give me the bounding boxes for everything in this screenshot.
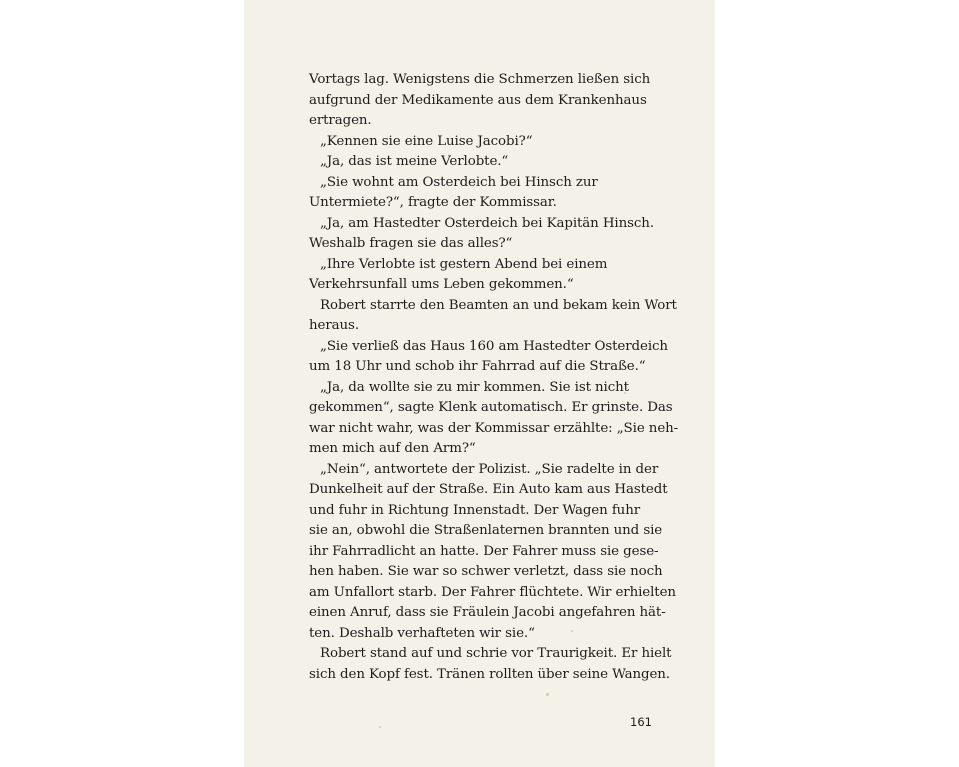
- text-line: sich den Kopf fest. Tränen rollten über seine Wangen.: [309, 666, 670, 682]
- text-line: heraus.: [309, 318, 359, 333]
- book-page: [244, 0, 715, 767]
- text-line: sie an, obwohl die Straßenlaternen brannten und sie: [309, 523, 663, 538]
- text-line: Vortags lag. Wenigstens die Schmerzen ließen sich: [309, 72, 651, 87]
- text-line: „Ja, das ist meine Verlobte.“: [320, 154, 509, 169]
- text-line: ihr Fahrradlicht an hatte. Der Fahrer muss sie gese-: [309, 543, 659, 559]
- text-line: und fuhr in Richtung Innenstadt. Der Wagen fuhr: [309, 502, 641, 518]
- page-number: 161: [630, 715, 652, 729]
- text-line: Weshalb fragen sie das alles?“: [309, 236, 513, 251]
- text-line: Robert starrte den Beamten an und bekam kein Wort: [320, 297, 677, 313]
- text-line: Verkehrsunfall ums Leben gekommen.“: [309, 277, 574, 292]
- text-line: Robert stand auf und schrie vor Traurigkeit. Er hielt: [320, 646, 672, 661]
- text-line: „Nein“, antwortete der Polizist. „Sie radelte in der: [320, 461, 659, 477]
- text-line: „Kennen sie eine Luise Jacobi?“: [320, 133, 533, 149]
- text-line: Untermiete?“, fragte der Kommissar.: [309, 195, 557, 210]
- text-line: men mich auf den Arm?“: [309, 441, 476, 456]
- text-line: „Ja, da wollte sie zu mir kommen. Sie ist nicht: [320, 379, 629, 395]
- text-line: einen Anruf, dass sie Fräulein Jacobi angefahren hät-: [309, 605, 666, 620]
- paper-speck: [379, 726, 381, 728]
- text-line: „Sie wohnt am Osterdeich bei Hinsch zur: [320, 174, 598, 190]
- text-line: aufgrund der Medikamente aus dem Krankenhaus: [309, 92, 647, 108]
- text-line: ertragen.: [309, 113, 372, 128]
- paper-speck: [546, 693, 549, 696]
- text-line: war nicht wahr, was der Kommissar erzählte: „Sie neh-: [309, 420, 679, 436]
- text-line: hen haben. Sie war so schwer verletzt, dass sie noch: [309, 564, 663, 579]
- text-line: Dunkelheit auf der Straße. Ein Auto kam aus Hastedt: [309, 482, 668, 497]
- text-line: „Ja, am Hastedter Osterdeich bei Kapitän Hinsch.: [320, 215, 654, 231]
- text-line: am Unfallort starb. Der Fahrer flüchtete. Wir erhielten: [309, 584, 676, 600]
- text-line: „Ihre Verlobte ist gestern Abend bei einem: [320, 256, 608, 272]
- text-line: ten. Deshalb verhafteten wir sie.“: [309, 625, 535, 641]
- body-text: [309, 70, 679, 685]
- text-line: um 18 Uhr und schob ihr Fahrrad auf die Straße.“: [309, 359, 646, 374]
- text-line: „Sie verließ das Haus 160 am Hastedter Osterdeich: [320, 338, 668, 354]
- text-line: gekommen“, sagte Klenk automatisch. Er grinste. Das: [309, 400, 673, 415]
